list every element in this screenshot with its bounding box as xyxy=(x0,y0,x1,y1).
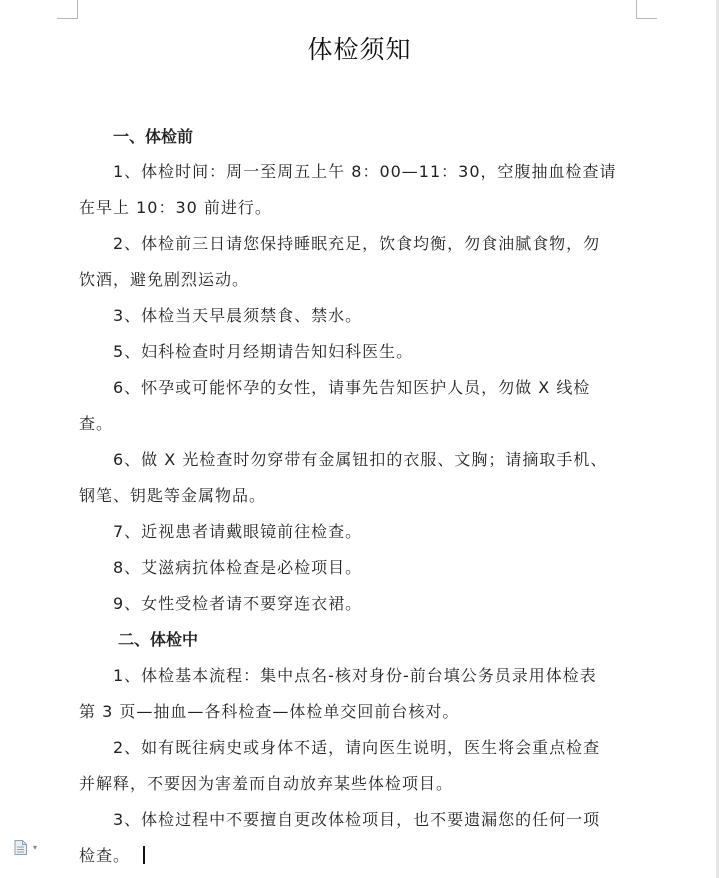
paragraph-line: 6、做 X 光检查时勿穿带有金属钮扣的衣服、文胸；请摘取手机、 xyxy=(113,450,608,469)
paragraph-line: 7、近视患者请戴眼镜前往检查。 xyxy=(113,522,363,541)
page-title: 体检须知 xyxy=(307,35,412,64)
chevron-down-icon[interactable]: ▾ xyxy=(33,843,38,852)
paragraph-line: 8、艾滋病抗体检查是必检项目。 xyxy=(113,558,363,577)
paragraph-line: 并解释，不要因为害羞而自动放弃某些体检项目。 xyxy=(79,774,454,793)
paragraph-line: 3、体检当天早晨须禁食、禁水。 xyxy=(113,306,363,325)
margin-corner-top-right xyxy=(636,0,657,19)
text-cursor xyxy=(143,846,145,864)
paragraph-line: 5、妇科检查时月经期请告知妇科医生。 xyxy=(113,342,414,361)
paragraph-line: 2、如有既往病史或身体不适，请向医生说明，医生将会重点检查 xyxy=(113,738,601,757)
paragraph-line: 检查。 xyxy=(79,846,131,865)
paragraph-line: 第 3 页—抽血—各科检查—体检单交回前台核对。 xyxy=(79,702,460,721)
paragraph-line: 1、体检时间：周一至周五上午 8：00—11：30，空腹抽血检查请 xyxy=(113,162,617,181)
paragraph-line: 3、体检过程中不要擅自更改体检项目，也不要遗漏您的任何一项 xyxy=(113,810,601,829)
paragraph-line: 9、女性受检者请不要穿连衣裙。 xyxy=(113,594,363,613)
document-icon[interactable] xyxy=(14,840,27,855)
paragraph-line: 在早上 10：30 前进行。 xyxy=(79,198,272,217)
section-heading-before: 一、体检前 xyxy=(113,127,194,146)
section-heading-during: 二、体检中 xyxy=(118,630,199,649)
paragraph-line: 饮酒，避免剧烈运动。 xyxy=(79,270,250,289)
paragraph-line: 2、体检前三日请您保持睡眠充足，饮食均衡，勿食油腻食物，勿 xyxy=(113,234,601,253)
paragraph-line: 查。 xyxy=(79,414,114,433)
paragraph-line: 1、体检基本流程：集中点名-核对身份-前台填公务员录用体检表 xyxy=(113,666,597,685)
paragraph-line: 钢笔、钥匙等金属物品。 xyxy=(79,486,267,505)
paragraph-line: 6、怀孕或可能怀孕的女性，请事先告知医护人员，勿做 X 线检 xyxy=(113,378,591,397)
margin-corner-top-left xyxy=(57,0,78,19)
